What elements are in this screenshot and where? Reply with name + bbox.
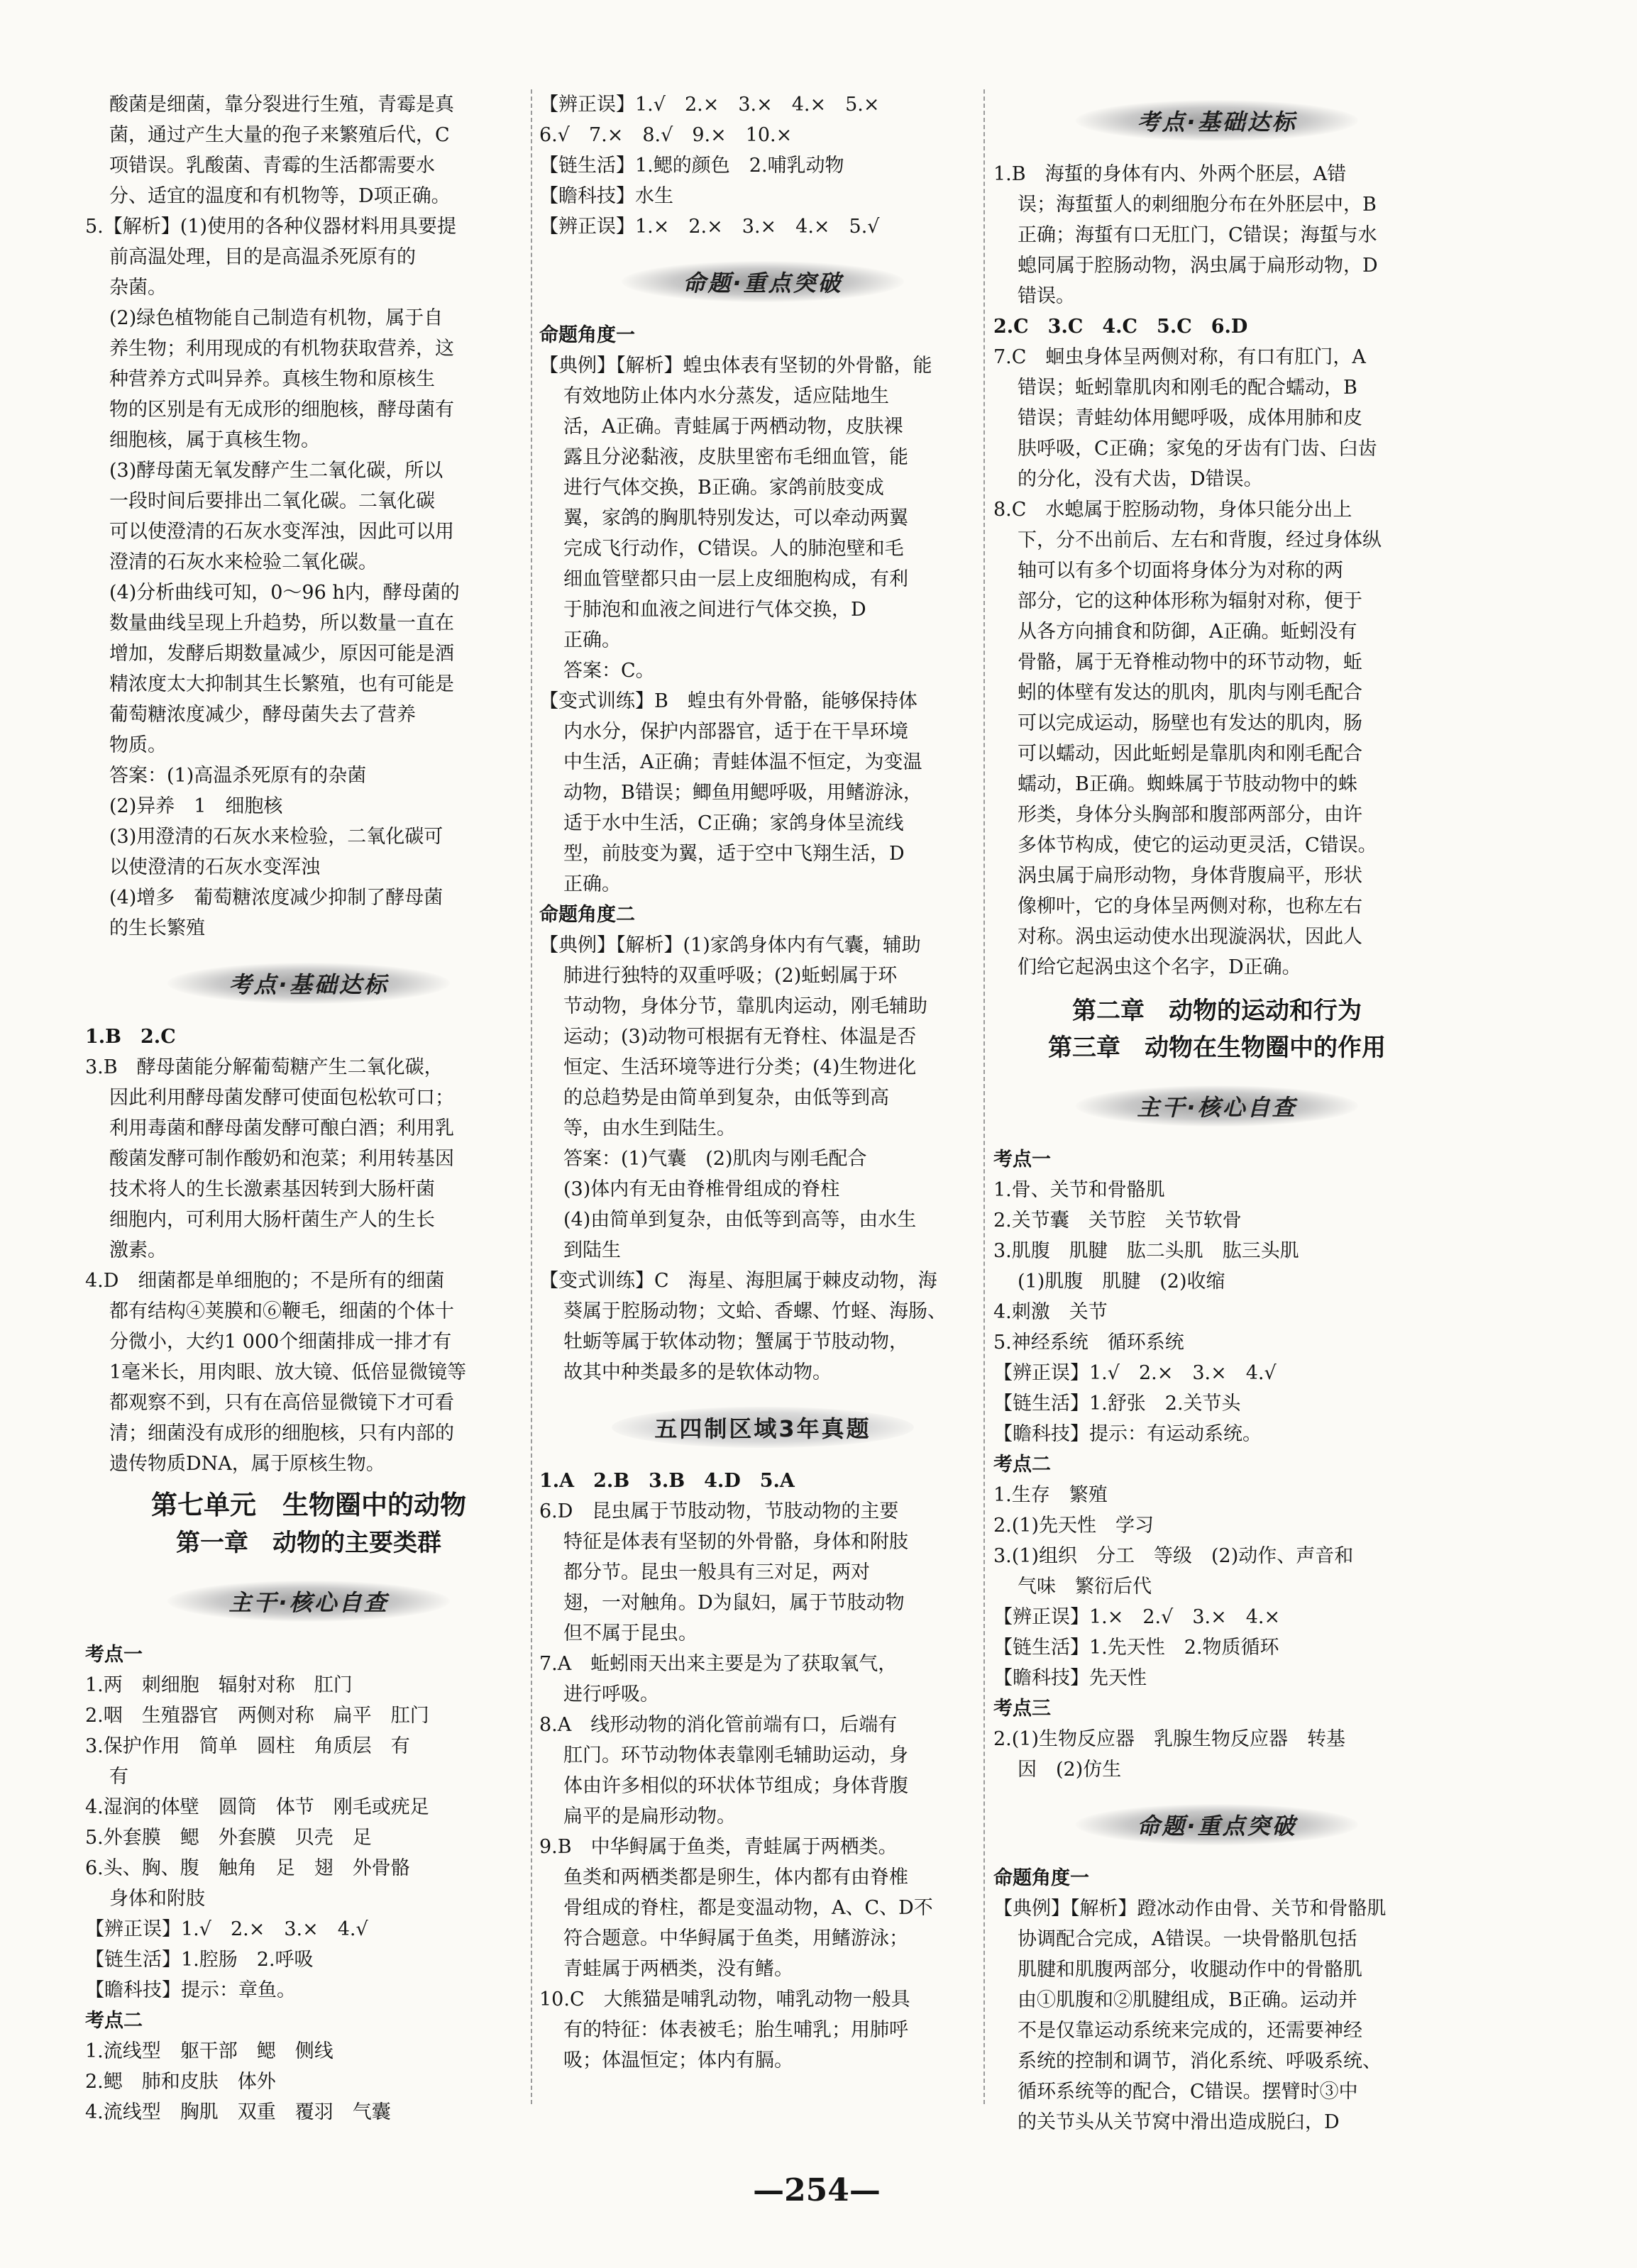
core-review (993, 1144, 1440, 1785)
text-line: 4.湿润的体壁 圆筒 体节 刚毛或疣足 (85, 1796, 429, 1818)
text-line: 因 (2)仿生 (1018, 1759, 1122, 1781)
text-line: 系统的控制和调节，消化系统、呼吸系统、 (1018, 2050, 1382, 2072)
text-line: 肌腱和肌腹两部分，收腿动作中的骨骼肌 (1018, 1959, 1362, 1981)
text-line: 适于水中生活，C正确；家鸽身体呈流线 (563, 812, 904, 834)
text-line: 答案：(1)气囊 (2)肌肉与刚毛配合 (563, 1148, 867, 1170)
text-line: 【链生活】1.舒张 2.关节头 (993, 1393, 1241, 1415)
text-line: 1.两 刺细胞 辐射对称 肛门 (85, 1674, 353, 1696)
text-line: 3.保护作用 简单 圆柱 角质层 有 (85, 1735, 410, 1757)
text-line: 误；海蜇蜇人的刺细胞分布在外胚层中，B (1018, 194, 1377, 216)
text-line: (2)绿色植物能自己制造有机物，属于自 (109, 307, 443, 329)
banner-label: 主干·核心自查 (167, 1581, 449, 1622)
banner-label: 考点·基础达标 (167, 963, 449, 1004)
text-line: 循环系统等的配合，C错误。摆臂时③中 (1018, 2081, 1358, 2103)
text-line: 命题角度一 (539, 324, 635, 346)
text-line: 【辨正误】1.√ 2.× 3.× 4.√ (993, 1362, 1277, 1384)
text-line: 养生物；利用现成的有机物获取营养，这 (109, 338, 454, 360)
text-line: 技术将人的生长激素基因转到大肠杆菌 (109, 1178, 435, 1200)
text-line: 到陆生 (563, 1239, 621, 1261)
text-line: 考点二 (85, 2010, 143, 2032)
text-line: 扁平的是扁形动物。 (563, 1805, 736, 1827)
text-line: 涡虫属于扁形动物，身体背腹扁平，形状 (1018, 865, 1362, 887)
text-line: 骨骼，属于无脊椎动物中的环节动物，蚯 (1018, 651, 1362, 673)
section-banner (85, 952, 532, 1014)
text-line: 命题角度一 (993, 1867, 1089, 1889)
text-line: 进行气体交换，B正确。家鸽前肢变成 (563, 477, 884, 499)
text-line: (4)由简单到复杂，由低等到高等，由水生 (563, 1209, 917, 1231)
text-line: 【瞻科技】先天性 (993, 1667, 1147, 1689)
text-line: 4.刺激 关节 (993, 1301, 1108, 1323)
text-line: 细胞内，可利用大肠杆菌生产人的生长 (109, 1209, 435, 1231)
text-line: 1.B 海蜇的身体有内、外两个胚层，A错 (993, 163, 1347, 185)
text-line: 【典例】【解析】(1)家鸽身体内有气囊，辅助 (539, 934, 921, 956)
text-line: 正确；海蜇有口无肛门，C错误；海蜇与水 (1018, 224, 1377, 246)
text-line: 【辨正误】1.√ 2.× 3.× 4.× 5.× (539, 94, 880, 116)
text-line: 4.D 细菌都是单细胞的；不是所有的细菌 (85, 1270, 445, 1292)
text-line: 【瞻科技】提示：有运动系统。 (993, 1423, 1262, 1445)
text-line: 5.外套膜 鳃 外套膜 贝壳 足 (85, 1827, 372, 1849)
text-line: (3)用澄清的石灰水来检验，二氧化碳可 (109, 826, 443, 848)
text-line: 【链生活】1.腔肠 2.呼吸 (85, 1949, 314, 1971)
text-line: 轴可以有多个切面将身体分为对称的两 (1018, 560, 1343, 582)
text-line: 8.C 水螅属于腔肠动物，身体只能分出上 (993, 499, 1352, 521)
text-line: 【瞻科技】提示：章鱼。 (85, 1979, 296, 2001)
text-line: (2)异养 1 细胞核 (109, 795, 283, 817)
text-line: 不是仅靠运动系统来完成的，还需要神经 (1018, 2020, 1362, 2042)
text-line: 都分节。昆虫一般具有三对足，两对 (563, 1561, 870, 1583)
text-line: 的分化，没有犬齿，D错误。 (1018, 468, 1263, 490)
chapter-title: 第三章 动物在生物圈中的作用 (1048, 1034, 1386, 1062)
text-line: 数量曲线呈现上升趋势，所以数量一直在 (109, 612, 454, 634)
text-line: 清；细菌没有成形的细胞核，只有内部的 (109, 1422, 454, 1444)
text-line: (3)酵母菌无氧发酵产生二氧化碳，所以 (109, 460, 443, 482)
text-line: 1.A 2.B 3.B 4.D 5.A (539, 1470, 795, 1492)
text-line: 杂菌。 (109, 277, 167, 299)
text-line: 遗传物质DNA，属于原核生物。 (109, 1453, 385, 1475)
text-line: 鱼类和两栖类都是卵生，体内都有由脊椎 (563, 1866, 908, 1888)
text-line: 分微小，大约1 000个细菌排成一排才有 (109, 1331, 452, 1353)
quick-answers (539, 89, 986, 242)
region-exam-answers (539, 1466, 986, 2076)
page-number: —254— (753, 2172, 881, 2208)
text-line: 露且分泌黏液，皮肤里密布毛细血管，能 (563, 446, 908, 468)
text-line: 【链生活】1.先天性 2.物质循环 (993, 1637, 1279, 1659)
text-line: 骨组成的脊柱，都是变温动物，A、C、D不 (563, 1897, 933, 1919)
section-banner (539, 1396, 986, 1459)
column-2 (539, 89, 986, 2076)
text-line: 1.生存 繁殖 (993, 1484, 1108, 1506)
text-line: 体由许多相似的环状体节组成；身体背腹 (563, 1775, 908, 1797)
text-line: 项错误。乳酸菌、青霉的生活都需要水 (109, 155, 435, 177)
text-line: 9.B 中华鲟属于鱼类，青蛙属于两栖类。 (539, 1836, 898, 1858)
text-line: 的总趋势是由简单到复杂，由低等到高 (563, 1087, 889, 1109)
text-line: 型，前肢变为翼，适于空中飞翔生活，D (563, 843, 905, 865)
text-line: 运动；(3)动物可根据有无脊柱、体温是否 (563, 1026, 917, 1048)
text-line: (4)增多 葡萄糖浓度减少抑制了酵母菌 (109, 887, 443, 909)
section-banner (993, 1793, 1440, 1856)
core-review (85, 1639, 532, 2128)
banner-label: 考点·基础达标 (1076, 100, 1357, 141)
text-line: 菌，通过产生大量的孢子来繁殖后代，C (109, 124, 450, 146)
text-line: 部分，它的这种体形称为辐射对称，便于 (1018, 590, 1362, 612)
text-line: 青蛙属于两栖类，没有鳍。 (563, 1958, 793, 1980)
text-line: 一段时间后要排出二氧化碳。二氧化碳 (109, 490, 435, 512)
text-line: 翼，家鸽的胸肌特别发达，可以牵动两翼 (563, 507, 908, 529)
text-line: 5.神经系统 循环系统 (993, 1332, 1184, 1354)
text-line: 特征是体表有坚韧的外骨骼，身体和附肢 (563, 1531, 908, 1553)
text-line: 2.鳃 肺和皮肤 体外 (85, 2071, 276, 2093)
text-line: 蚓的体壁有发达的肌肉，肌肉与刚毛配合 (1018, 682, 1362, 704)
text-line: (1)肌腹 肌腱 (2)收缩 (1018, 1271, 1225, 1293)
text-line: 1.骨、关节和骨骼肌 (993, 1179, 1165, 1201)
chapter-title: 第二章 动物的运动和行为 (1072, 997, 1362, 1025)
text-line: 符合题意。中华鲟属于鱼类，用鳍游泳； (563, 1927, 908, 1949)
basic-answers (85, 1022, 532, 1479)
text-line: 气味 繁衍后代 (1018, 1576, 1152, 1598)
question-5-analysis (85, 211, 532, 944)
text-line: 的生长繁殖 (109, 917, 205, 939)
text-line: 牡蛎等属于软体动物；蟹属于节肢动物， (563, 1331, 908, 1353)
text-line: 错误。 (1018, 285, 1075, 307)
text-line: 3.肌腹 肌腱 肱二头肌 肱三头肌 (993, 1240, 1299, 1262)
text-line: 节动物，身体分节，靠肌肉运动，刚毛辅助 (563, 995, 927, 1017)
text-line: 可以蠕动，因此蚯蚓是靠肌肉和刚毛配合 (1018, 743, 1362, 765)
text-line: 都观察不到，只有在高倍显微镜下才可看 (109, 1392, 454, 1414)
text-line: 协调配合完成，A错误。一块骨骼肌包括 (1018, 1928, 1357, 1950)
text-line: 错误；青蛙幼体用鳃呼吸，成体用肺和皮 (1018, 407, 1362, 429)
section-banner (993, 89, 1440, 152)
text-line: 【瞻科技】水生 (539, 185, 673, 207)
text-line: 7.A 蚯蚓雨天出来主要是为了获取氧气， (539, 1653, 898, 1675)
text-line: 动物，B错误；鲫鱼用鳃呼吸，用鳍游泳， (563, 782, 922, 804)
text-line: 7.C 蛔虫身体呈两侧对称，有口有肛门，A (993, 346, 1366, 368)
text-line: 1毫米长，用肉眼、放大镜、低倍显微镜等 (109, 1361, 467, 1383)
text-line: 激素。 (109, 1239, 167, 1261)
text-line: 活，A正确。青蛙属于两栖动物，皮肤裸 (563, 416, 903, 438)
basic-answers (993, 159, 1440, 983)
column-3 (993, 89, 1440, 2137)
text-line: 6.头、胸、腹 触角 足 翅 外骨骼 (85, 1857, 410, 1879)
text-line: 恒定、生活环境等进行分类；(4)生物进化 (563, 1056, 917, 1078)
text-line: 3.(1)组织 分工 等级 (2)动作、声音和 (993, 1545, 1354, 1567)
text-line: 前高温处理，目的是高温杀死原有的 (109, 246, 416, 268)
text-line: 物质。 (109, 734, 167, 756)
text-line: 【变式训练】C 海星、海胆属于棘皮动物，海 (539, 1270, 937, 1292)
text-line: 增加，发酵后期数量减少，原因可能是酒 (109, 643, 454, 665)
text-line: 故其中种类最多的是软体动物。 (563, 1361, 832, 1383)
text-line: 由①肌腹和②肌腱组成，B正确。运动并 (1018, 1989, 1357, 2011)
banner-label: 五四制区域3年真题 (612, 1407, 913, 1448)
text-line: 因此利用酵母菌发酵可使面包松软可口； (109, 1087, 454, 1109)
text-line: 8.A 线形动物的消化管前端有口，后端有 (539, 1714, 898, 1736)
text-line: 【辨正误】1.√ 2.× 3.× 4.√ (85, 1918, 368, 1940)
text-line: 分、适宜的温度和有机物等，D项正确。 (109, 185, 451, 207)
text-line: 有的特征：体表被毛；胎生哺乳；用肺呼 (563, 2019, 908, 2041)
text-line: 肤呼吸，C正确；家兔的牙齿有门齿、臼齿 (1018, 438, 1377, 460)
text-line: 等，由水生到陆生。 (563, 1117, 736, 1139)
text-line: 【链生活】1.鳃的颜色 2.哺乳动物 (539, 155, 844, 177)
text-line: 2.关节囊 关节腔 关节软骨 (993, 1210, 1242, 1232)
text-line: 酸菌是细菌，靠分裂进行生殖，青霉是真 (109, 94, 454, 116)
text-line: 2.咽 生殖器官 两侧对称 扁平 肛门 (85, 1705, 429, 1727)
text-line: 从各方向捕食和防御，A正确。蚯蚓没有 (1018, 621, 1357, 643)
text-line: (4)分析曲线可知，0～96 h内，酵母菌的 (109, 582, 460, 604)
text-line: 种营养方式叫异养。真核生物和原核生 (109, 368, 435, 390)
text-line: 酸菌发酵可制作酸奶和泡菜；利用转基因 (109, 1148, 454, 1170)
section-banner (993, 1075, 1440, 1137)
text-line: 蠕动，B正确。蜘蛛属于节肢动物中的蛛 (1018, 773, 1357, 795)
text-line: 考点一 (993, 1149, 1051, 1171)
banner-label: 命题·重点突破 (622, 261, 903, 302)
section-banner (85, 1570, 532, 1632)
text-line: 有 (109, 1766, 128, 1788)
text-line: 考点二 (993, 1454, 1051, 1476)
text-line: 都有结构④荚膜和⑥鞭毛，细菌的个体十 (109, 1300, 454, 1322)
section-banner (539, 250, 986, 313)
text-line: 中生活，A正确；青蛙体温不恒定，为变温 (563, 751, 922, 773)
text-line: 可以使澄清的石灰水变浑浊，因此可以用 (109, 521, 454, 543)
banner-label: 命题·重点突破 (1076, 1804, 1357, 1845)
text-line: 形类，身体分头胸部和腹部两部分，由许 (1018, 804, 1362, 826)
text-line: 多体节构成，使它的运动更灵活，C错误。 (1018, 834, 1377, 856)
text-line: 身体和附肢 (109, 1888, 205, 1910)
text-line: 6.√ 7.× 8.√ 9.× 10.× (539, 124, 793, 146)
text-line: 命题角度二 (539, 904, 635, 926)
text-line: 但不属于昆虫。 (563, 1622, 698, 1644)
text-line: 【变式训练】B 蝗虫有外骨骼，能够保持体 (539, 690, 917, 712)
text-line: 2.(1)先天性 学习 (993, 1515, 1154, 1537)
text-line: 们给它起涡虫这个名字，D正确。 (1018, 956, 1301, 978)
text-line: 精浓度太大抑制其生长繁殖，也有可能是 (109, 673, 454, 695)
text-line: 下，分不出前后、左右和背腹，经过身体纵 (1018, 529, 1382, 551)
banner-label: 主干·核心自查 (1076, 1085, 1357, 1127)
text-line: 1.流线型 躯干部 鳃 侧线 (85, 2040, 334, 2062)
text-line: 错误；蚯蚓靠肌肉和刚毛的配合蠕动，B (1018, 377, 1357, 399)
text-line: 答案：(1)高温杀死原有的杂菌 (109, 765, 367, 787)
text-line: 细血管壁都只由一层上皮细胞构成，有利 (563, 568, 908, 590)
text-line: 进行呼吸。 (563, 1683, 659, 1705)
chapter-title: 第一章 动物的主要类群 (176, 1529, 441, 1557)
text-line: 2.C 3.C 4.C 5.C 6.D (993, 316, 1248, 338)
text-line: 5.【解析】(1)使用的各种仪器材料用具要提 (85, 216, 457, 238)
key-breakthrough (993, 1863, 1440, 2137)
text-line: 正确。 (563, 873, 621, 895)
text-line: 吸；体温恒定；体内有膈。 (563, 2050, 793, 2071)
text-line: 葵属于腔肠动物；文蛤、香螺、竹蛏、海肠、 (563, 1300, 947, 1322)
text-line: 【辨正误】1.× 2.× 3.× 4.× 5.√ (539, 216, 880, 238)
text-line: 正确。 (563, 629, 621, 651)
text-line: 螅同属于腔肠动物，涡虫属于扁形动物，D (1018, 255, 1378, 277)
text-line: 翅，一对触角。D为鼠妇，属于节肢动物 (563, 1592, 905, 1614)
text-line: 有效地防止体内水分蒸发，适应陆地生 (563, 385, 889, 407)
unit-title: 第七单元 生物圈中的动物 (151, 1489, 466, 1520)
text-line: 3.B 酵母菌能分解葡萄糖产生二氧化碳， (85, 1056, 443, 1078)
text-line: 澄清的石灰水来检验二氧化碳。 (109, 551, 377, 573)
text-line: 于肺泡和血液之间进行气体交换，D (563, 599, 866, 621)
text-line: 的关节头从关节窝中滑出造成脱臼，D (1018, 2111, 1340, 2133)
text-line: 肺进行独特的双重呼吸；(2)蚯蚓属于环 (563, 965, 898, 987)
text-line: 2.(1)生物反应器 乳腺生物反应器 转基 (993, 1728, 1346, 1750)
text-line: 答案：C。 (563, 660, 655, 682)
text-line: 【典例】【解析】蹬冰动作由骨、关节和骨骼肌 (993, 1898, 1387, 1920)
text-line: 10.C 大熊猫是哺乳动物，哺乳动物一般具 (539, 1988, 910, 2010)
text-line: 可以完成运动，肠壁也有发达的肌肉，肠 (1018, 712, 1362, 734)
key-breakthrough (539, 320, 986, 1388)
text-line: 4.流线型 胸肌 双重 覆羽 气囊 (85, 2101, 391, 2123)
text-line: 考点三 (993, 1698, 1051, 1720)
text-line: 1.B 2.C (85, 1026, 176, 1048)
text-line: 【典例】【解析】蝗虫体表有坚韧的外骨骼，能 (539, 355, 932, 377)
text-line: 考点一 (85, 1644, 143, 1666)
text-line: (3)体内有无由脊椎骨组成的脊柱 (563, 1178, 840, 1200)
text-line: 利用毒菌和酵母菌发酵可酿白酒；利用乳 (109, 1117, 454, 1139)
text-line: 以使澄清的石灰水变浑浊 (109, 856, 320, 878)
answer-continuation (85, 89, 532, 211)
text-line: 6.D 昆虫属于节肢动物，节肢动物的主要 (539, 1500, 899, 1522)
text-line: 【辨正误】1.× 2.√ 3.× 4.× (993, 1606, 1281, 1628)
column-1 (85, 89, 532, 2128)
text-line: 像柳叶，它的身体呈两侧对称，也称左右 (1018, 895, 1362, 917)
text-line: 物的区别是有无成形的细胞核，酵母菌有 (109, 399, 454, 421)
text-line: 对称。涡虫运动使水出现漩涡状，因此人 (1018, 926, 1362, 948)
text-line: 肛门。环节动物体表靠刚毛辅助运动，身 (563, 1744, 908, 1766)
text-line: 葡萄糖浓度减少，酵母菌失去了营养 (109, 704, 416, 726)
text-line: 完成飞行动作，C错误。人的肺泡壁和毛 (563, 538, 904, 560)
text-line: 内水分，保护内部器官，适于在干旱环境 (563, 721, 908, 743)
text-line: 细胞核，属于真核生物。 (109, 429, 320, 451)
